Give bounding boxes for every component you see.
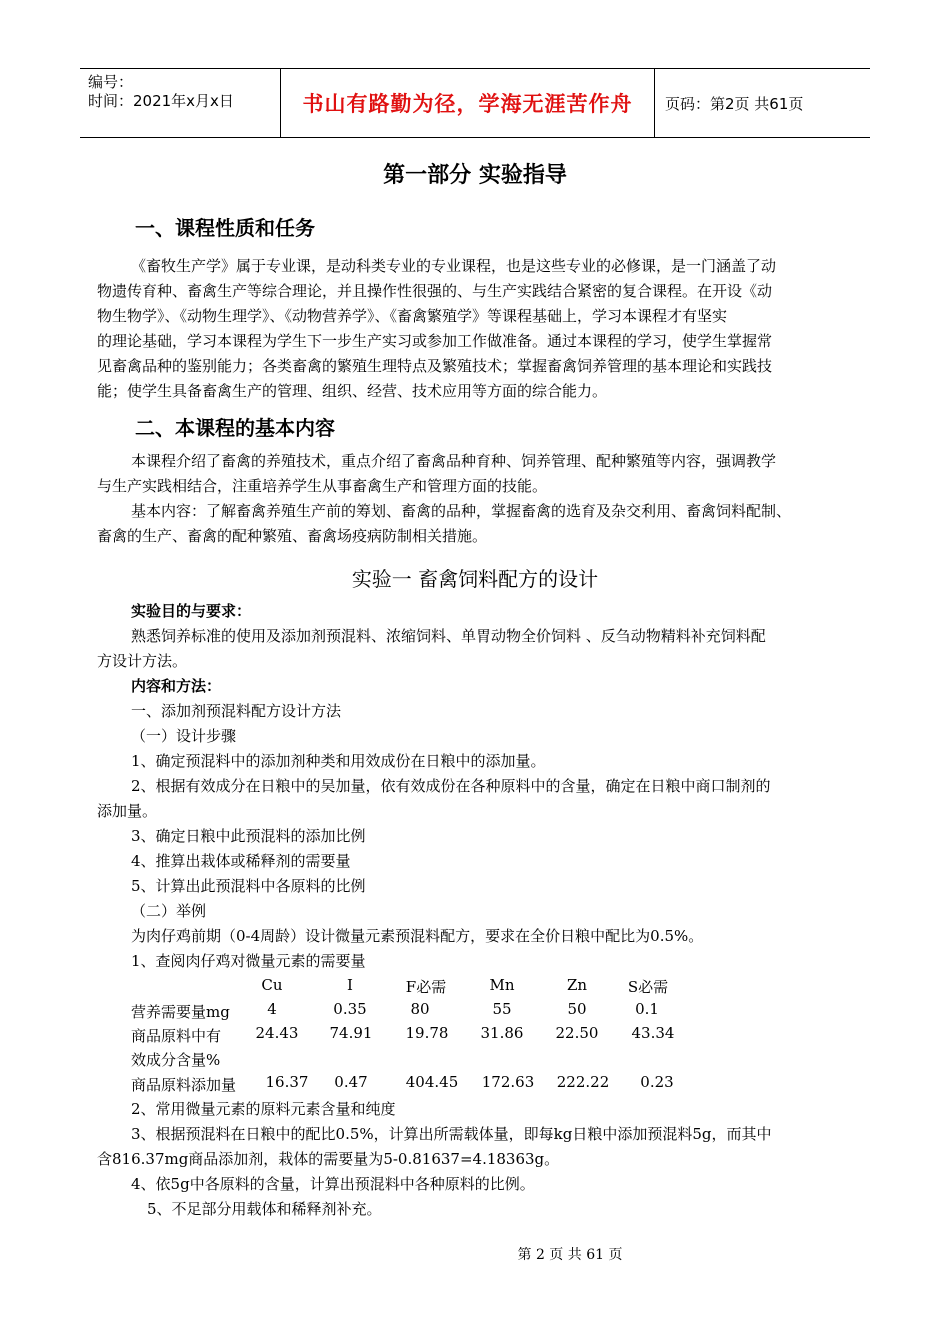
method-line: （一）设计步骤 — [131, 727, 237, 745]
table-row-label: 商品原料中有 — [131, 1027, 222, 1045]
table-cell: 16.37 — [265, 1073, 309, 1091]
method-line: 4、推算出栽体或稀释剂的需要量 — [131, 852, 351, 870]
document-number-label: 编号： — [88, 73, 134, 91]
method-label: 内容和方法： — [131, 677, 222, 695]
table-cell: 222.22 — [556, 1073, 610, 1091]
paragraph-line: 《畜牧生产学》属于专业课，是动科类专业的专业课程，也是这些专业的必修课，是一门涵盖了动 — [131, 257, 777, 275]
section-1-body — [97, 254, 776, 404]
page-footer: 第 2 页 共 61 页 — [517, 1247, 623, 1263]
section-2-title: 二、本课程的基本内容 — [135, 416, 335, 440]
paragraph-line: 本课程介绍了畜禽的养殖技术，重点介绍了畜禽品种育种、饲养管理、配种繁殖等内容，强调教学 — [131, 452, 777, 470]
table-cell: 50 — [567, 1000, 587, 1018]
table-header-cell: I — [347, 976, 353, 994]
paragraph-line: 物生物学》、《动物生理学》、《动物营养学》、《畜禽繁殖学》等课程基础上，学习本课程才有坚实 — [97, 307, 728, 325]
table-cell: 404.45 — [405, 1073, 459, 1091]
table-header-cell: Mn — [489, 976, 515, 994]
header-page-info: 页码：第2页 共61页 — [665, 94, 804, 113]
table-cell: 0.23 — [640, 1073, 674, 1091]
method-continued — [97, 1097, 772, 1222]
experiment-title: 实验一 畜禽饲料配方的设计 — [351, 567, 599, 591]
table-header-cell: S必需 — [627, 978, 669, 996]
paragraph-line: 畜禽的生产、畜禽的配种繁殖、畜禽场疫病防制相关措施。 — [97, 527, 488, 545]
purpose-label: 实验目的与要求： — [131, 602, 252, 620]
document-time-label: 时间：2021年x月x日 — [88, 92, 234, 110]
paragraph-line: 基本内容：了解畜禽养殖生产前的筹划、畜禽的品种，掌握畜禽的选育及杂交利用、畜禽饲料配制、 — [131, 502, 792, 520]
header-motto: 书山有路勤为径，学海无涯苦作舟 — [280, 69, 655, 137]
method-line: 3、确定日粮中此预混料的添加比例 — [131, 827, 366, 845]
method-line: 4、依5g中各原料的含量，计算出预混料中各种原料的比例。 — [131, 1175, 535, 1193]
page-header — [80, 68, 870, 138]
method-line: 1、确定预混料中的添加剂种类和用效成份在日粮中的添加量。 — [131, 752, 546, 770]
method-line: 5、不足部分用载体和稀释剂补充。 — [147, 1200, 382, 1218]
method-line: 1、查阅肉仔鸡对微量元素的需要量 — [131, 952, 366, 970]
table-cell: 0.47 — [334, 1073, 368, 1091]
paragraph-line: 与生产实践相结合，注重培养学生从事畜禽生产和管理方面的技能。 — [97, 477, 548, 495]
paragraph-line: 能；使学生具备畜禽生产的管理、组织、经营、技术应用等方面的综合能力。 — [97, 382, 608, 400]
method-line: 一、添加剂预混料配方设计方法 — [131, 702, 342, 720]
experiment-content — [97, 599, 771, 974]
purpose-line: 熟悉饲养标准的使用及添加剂预混料、浓缩饲料、单胃动物全价饲料 、反刍动物精料补充饲料配 — [131, 627, 766, 645]
section-2-body — [97, 449, 791, 549]
table-row-label: 营养需要量mg — [131, 1003, 230, 1021]
section-1-title: 一、课程性质和任务 — [135, 216, 315, 240]
table-cell: 74.91 — [329, 1024, 373, 1042]
method-line: 添加量。 — [97, 802, 158, 820]
table-header-cell: Zn — [566, 976, 588, 994]
table-cell: 43.34 — [631, 1024, 675, 1042]
method-line: 3、根据预混料在日粮中的配比0.5%，计算出所需载体量，即每kg日粮中添加预混料5g，而其中 — [131, 1125, 772, 1143]
part-title: 第一部分 实验指导 — [383, 163, 567, 188]
method-line: 2、根据有效成分在日粮中的吴加量，依有效成份在各种原料中的含量，确定在日粮中商口制剂的 — [131, 777, 771, 795]
table-cell: 80 — [410, 1000, 430, 1018]
table-row-label: 商品原料添加量 — [131, 1076, 237, 1094]
table-cell: 22.50 — [555, 1024, 599, 1042]
table-header-cell: F必需 — [405, 978, 447, 996]
table-header-cell: Cu — [261, 976, 283, 994]
method-line: 5、计算出此预混料中各原料的比例 — [131, 877, 366, 895]
method-line: 2、常用微量元素的原料元素含量和纯度 — [131, 1100, 396, 1118]
method-line: 为肉仔鸡前期（0-4周龄）设计微量元素预混料配方，要求在全价日粮中配比为0.5%。 — [131, 927, 704, 945]
table-cell: 0.1 — [635, 1000, 659, 1018]
header-meta — [80, 69, 280, 137]
table-cell: 4 — [267, 1000, 277, 1018]
method-line: （二）举例 — [131, 902, 207, 920]
method-line: 含816.37mg商品添加剂，栽体的需要量为5-0.81637=4.18363g。 — [97, 1150, 560, 1168]
table-cell: 19.78 — [405, 1024, 449, 1042]
paragraph-line: 的理论基础，学习本课程为学生下一步生产实习或参加工作做准备。通过本课程的学习，使学生掌握常 — [97, 332, 773, 350]
table-cell: 31.86 — [480, 1024, 524, 1042]
table-cell: 172.63 — [481, 1073, 535, 1091]
table-cell: 0.35 — [333, 1000, 367, 1018]
table-row-label: 效成分含量% — [131, 1051, 221, 1069]
purpose-line: 方设计方法。 — [97, 652, 188, 670]
paragraph-line: 见畜禽品种的鉴别能力；各类畜禽的繁殖生理特点及繁殖技术；掌握畜禽饲养管理的基本理论和实践技 — [97, 357, 773, 375]
table-cell: 55 — [492, 1000, 512, 1018]
table-cell: 24.43 — [255, 1024, 299, 1042]
paragraph-line: 物遗传育种、畜禽生产等综合理论，并且操作性很强的、与生产实践结合紧密的复合课程。在开设《动 — [97, 282, 773, 300]
